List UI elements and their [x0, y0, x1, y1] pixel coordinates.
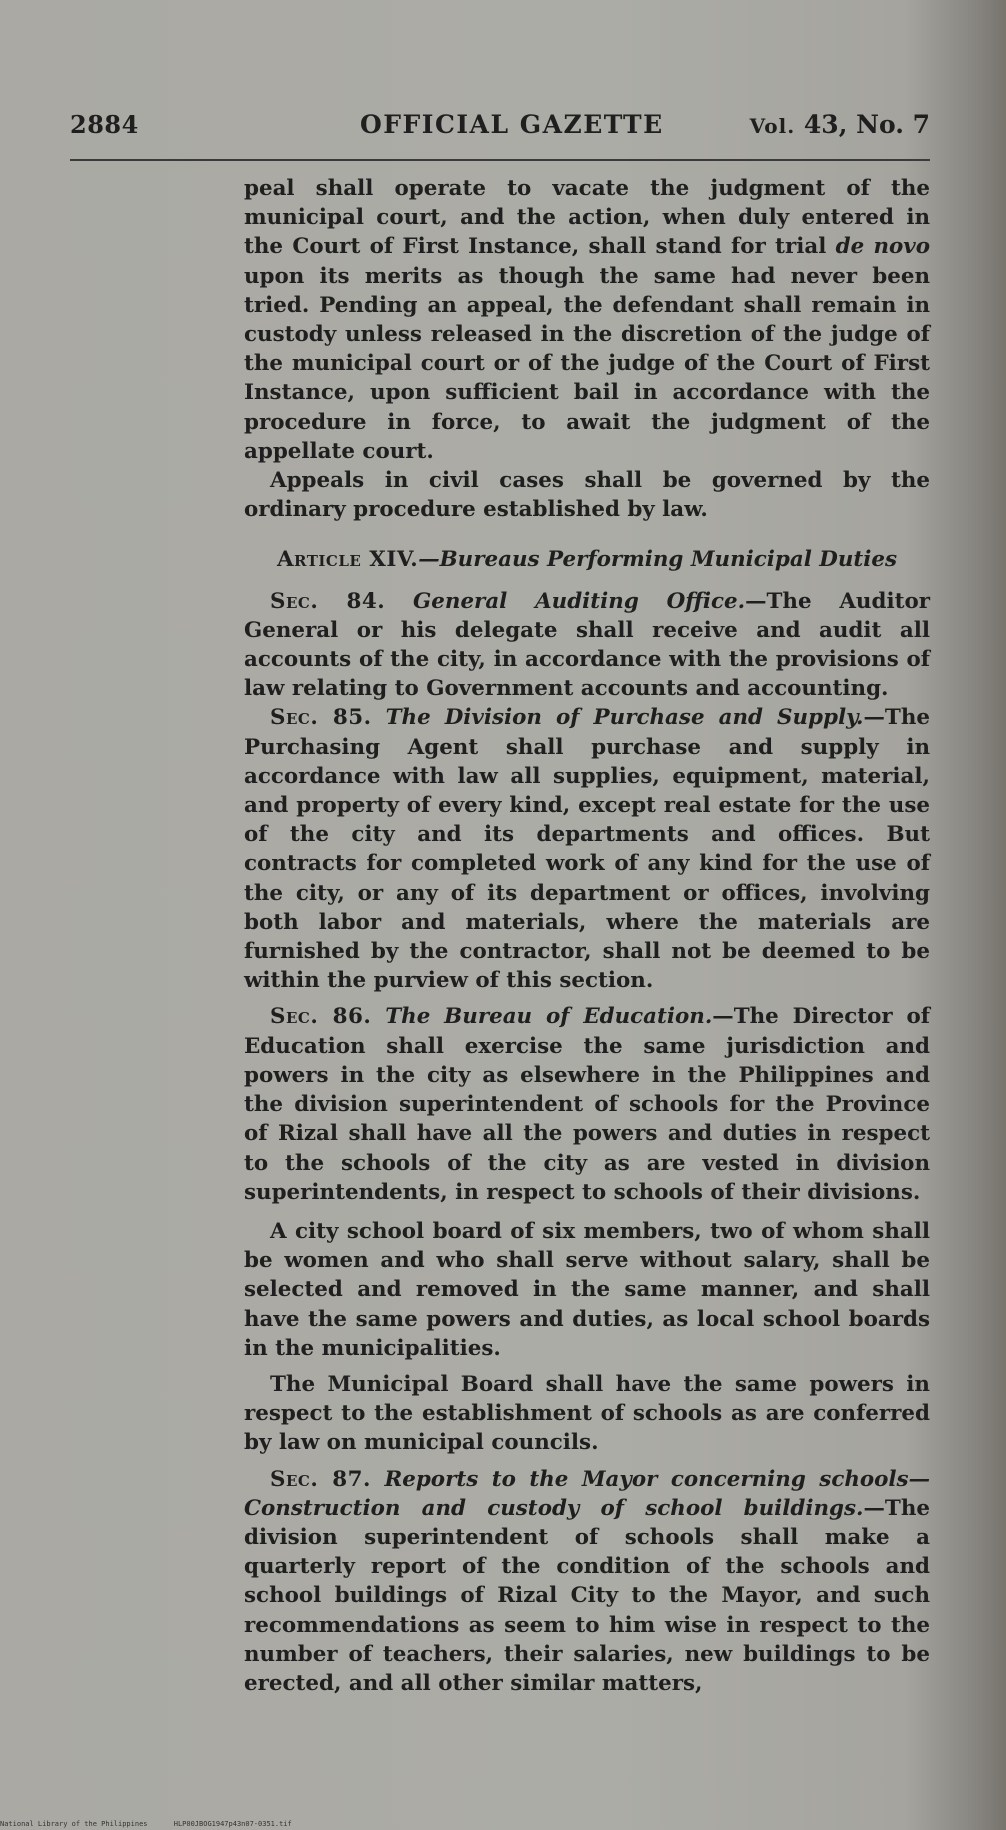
page-header	[70, 110, 930, 146]
section-86: Sec. 86. The Bureau of Education.—The Director of Education shall exercise the same jurisdiction and powers in the city as elsewhere in the Philippines and the division superintendent of schools for the Province of Rizal shall have all the powers and duties in respect to the schools of the city as are vested in division superintendents, in respect to schools of their divisions.	[244, 1004, 930, 1205]
section-title: Reports to the Mayor concerning schools—Construction and custody of school buildings.	[244, 1466, 930, 1521]
publication-title: OFFICIAL GAZETTE	[360, 110, 664, 139]
scan-footer	[0, 1820, 314, 1828]
section-label: Sec. 84.	[270, 588, 386, 614]
section-title: The Division of Purchase and Supply.	[385, 705, 864, 731]
article-title: —Bureaus Performing Municipal Duties	[418, 547, 898, 573]
paragraph-municipal-board: The Municipal Board shall have the same powers in respect to the establishment of schools as are conferred by law on municipal councils.	[244, 1371, 930, 1456]
footer-library: National Library of the Philippines	[0, 1820, 148, 1828]
section-label: Sec. 86.	[270, 1004, 372, 1030]
italic-term: de novo	[835, 234, 930, 260]
volume-info	[750, 110, 930, 139]
article-heading	[244, 545, 930, 574]
section-87: Sec. 87. Reports to the Mayor concerning schools—Construction and custody of school buildings.—The division superintendent of schools shall make a quarterly report of the condition of the schools and school buildings of Rizal City to the Mayor, and such recommendations as seem to him wise in respect to the number of teachers, their salaries, new buildings to be erected, and all other similar matters,	[244, 1466, 930, 1696]
header-rule	[70, 159, 930, 161]
article-label: Article XIV.	[276, 547, 419, 573]
section-title: The Bureau of Education.	[385, 1004, 713, 1030]
paragraph-continuation: peal shall operate to vacate the judgment of the municipal court, and the action, when duly entered in the Court of First Instance, shall stand for trial de novo upon its merits as though the same had never been tried. Pending an appeal, the defendant shall remain in custody unless released in the discretion of the judge of the municipal court or of the judge of the Court of First Instance, upon sufficient bail in accordance with the procedure in force, to await the judgment of the appellate court.	[244, 176, 930, 464]
section-label: Sec. 85.	[270, 705, 372, 731]
paragraph-civil-appeals: Appeals in civil cases shall be governed by the ordinary procedure established by law.	[244, 468, 930, 523]
page-number: 2884	[70, 110, 139, 139]
section-title: General Auditing Office.	[413, 588, 746, 614]
volume-label: Vol.	[749, 114, 796, 138]
volume-issue: 43, No. 7	[803, 110, 930, 139]
body-text	[244, 174, 930, 1698]
section-84: Sec. 84. General Auditing Office.—The Auditor General or his delegate shall receive and audit all accounts of the city, in accordance with the provisions of law relating to Government accounts and accounting.	[244, 588, 930, 702]
footer-file: HLP00JBOG1947p43n07-0351.tif	[173, 1820, 292, 1828]
paragraph-school-board: A city school board of six members, two of whom shall be women and who shall serve without salary, shall be selected and removed in the same manner, and shall have the same powers and duties, as local school boards in the municipalities.	[244, 1218, 930, 1361]
section-label: Sec. 87.	[270, 1466, 371, 1492]
section-85: Sec. 85. The Division of Purchase and Supply.—The Purchasing Agent shall purchase and supply in accordance with law all supplies, equipment, material, and property of every kind, except real estate for the use of the city and its departments and offices. But contracts for completed work of any kind for the use of the city, or any of its department or offices, involving both labor and materials, where the materials are furnished by the contractor, shall not be deemed to be within the purview of this section.	[244, 705, 930, 994]
